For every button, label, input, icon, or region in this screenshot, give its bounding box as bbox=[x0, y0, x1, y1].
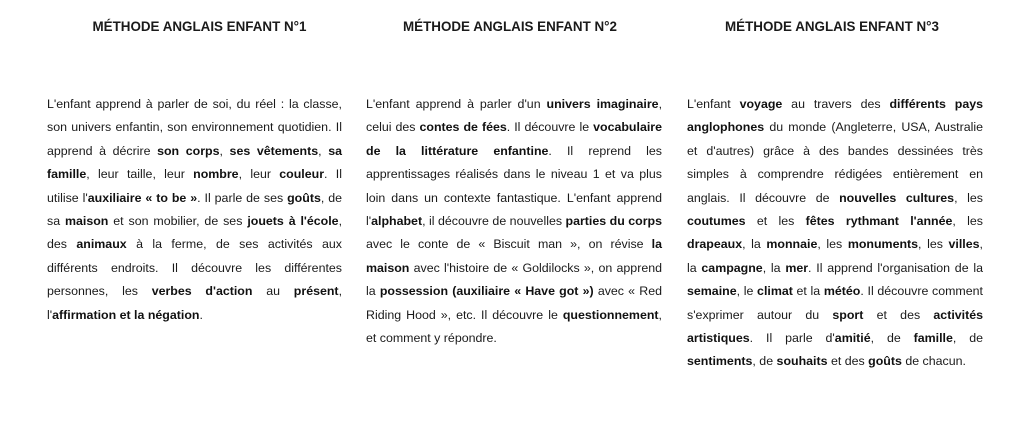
keyword-text: semaine bbox=[687, 284, 737, 299]
body-text: , bbox=[219, 143, 230, 158]
body-text: et des bbox=[827, 354, 869, 369]
body-text: . Il reprend les apprentissages réalisés dans le niveau 1 et va plus loin dans un contexte fantastique. L'enfant apprend l' bbox=[366, 143, 662, 229]
keyword-text: sport bbox=[832, 307, 864, 322]
keyword-text: météo bbox=[823, 284, 861, 299]
method-description-3 bbox=[687, 93, 983, 374]
keyword-text: vocabulaire de la littérature enfantine bbox=[366, 120, 662, 158]
body-text: au travers des bbox=[782, 97, 890, 111]
body-text: , leur bbox=[238, 167, 280, 182]
keyword-text: verbes d'action bbox=[151, 284, 253, 299]
keyword-text: alphabet bbox=[371, 214, 423, 229]
method-description-2 bbox=[366, 93, 662, 350]
keyword-text: voyage bbox=[739, 97, 783, 111]
body-text: du monde (Angleterre, USA, Australie et d'autres) grâce à des bandes dessinées très simples à comprendre rédigées entièrement en anglais. Il découvre de bbox=[687, 120, 983, 205]
keyword-text: monuments bbox=[847, 237, 919, 252]
keyword-text: amitié bbox=[834, 331, 871, 346]
body-text: , l' bbox=[47, 284, 343, 322]
body-text: de chacun. bbox=[901, 354, 966, 369]
body-text: et les bbox=[745, 214, 806, 229]
method-description-1 bbox=[47, 93, 342, 327]
keyword-text: famille bbox=[913, 331, 953, 346]
body-text: et son mobilier, de ses bbox=[108, 214, 248, 229]
keyword-text: son corps bbox=[157, 143, 220, 158]
body-text: , la bbox=[687, 237, 983, 275]
body-text: , leur taille, leur bbox=[86, 167, 194, 182]
body-text: et la bbox=[792, 284, 824, 299]
method-title-1: MÉTHODE ANGLAIS ENFANT N°1 bbox=[92, 19, 307, 34]
body-text: L'enfant apprend à parler de soi, du réel : la classe, son univers enfantin, son environnement quotidien. Il apprend à décrire bbox=[47, 97, 342, 158]
keyword-text: auxiliaire « to be » bbox=[87, 190, 198, 205]
method-title-2: MÉTHODE ANGLAIS ENFANT N°2 bbox=[403, 19, 617, 34]
body-text: , le bbox=[736, 284, 758, 299]
keyword-text: villes bbox=[948, 237, 980, 252]
keyword-text: goûts bbox=[868, 354, 902, 369]
body-text: , la bbox=[762, 260, 786, 275]
keyword-text: fêtes rythmant l'année bbox=[805, 214, 953, 229]
keyword-text: animaux bbox=[76, 237, 127, 252]
keyword-text: affirmation et la négation bbox=[52, 307, 200, 322]
keyword-text: couleur bbox=[279, 167, 325, 182]
body-text: au bbox=[252, 284, 294, 299]
body-text: L'enfant apprend à parler d'un bbox=[366, 97, 547, 111]
method-title-3: MÉTHODE ANGLAIS ENFANT N°3 bbox=[725, 19, 939, 34]
body-text: , de bbox=[870, 331, 914, 346]
keyword-text: drapeaux bbox=[687, 237, 743, 252]
body-text: , de sa bbox=[47, 190, 343, 229]
body-text: . Il apprend l'organisation de la bbox=[808, 260, 983, 275]
body-text: , de bbox=[952, 331, 984, 346]
body-text: avec l'histoire de « Goldilocks », on apprend la bbox=[366, 260, 662, 299]
body-text: et des bbox=[863, 307, 934, 322]
keyword-text: contes de fées bbox=[419, 120, 507, 135]
keyword-text: monnaie bbox=[766, 237, 818, 252]
keyword-text: univers imaginaire bbox=[546, 97, 659, 111]
keyword-text: goûts bbox=[287, 190, 321, 205]
body-text: , il découvre de nouvelles bbox=[422, 214, 566, 229]
keyword-text: possession (auxiliaire « Have got ») bbox=[379, 284, 594, 299]
keyword-text: jouets à l'école bbox=[247, 214, 339, 229]
keyword-text: campagne bbox=[701, 260, 763, 275]
body-text: , les bbox=[954, 190, 983, 205]
keyword-text: coutumes bbox=[687, 214, 746, 229]
keyword-text: différents pays anglophones bbox=[687, 97, 984, 135]
body-text: , les bbox=[817, 237, 848, 252]
body-text: , les bbox=[918, 237, 949, 252]
body-text: . Il découvre le bbox=[506, 120, 594, 135]
keyword-text: parties du corps bbox=[565, 214, 662, 229]
body-text: . Il parle d' bbox=[749, 331, 835, 346]
keyword-text: climat bbox=[757, 284, 793, 299]
body-text: . Il découvre comment s'exprimer autour du bbox=[687, 284, 983, 322]
body-text: , la bbox=[742, 237, 767, 252]
keyword-text: maison bbox=[65, 214, 109, 229]
keyword-text: souhaits bbox=[776, 354, 828, 369]
body-text: , et comment y répondre. bbox=[366, 307, 662, 346]
keyword-text: présent bbox=[293, 284, 339, 299]
body-text: , les bbox=[952, 214, 983, 229]
body-text: , des bbox=[47, 214, 343, 252]
body-text: . bbox=[199, 307, 203, 322]
body-text: avec le conte de « Biscuit man », on révise bbox=[366, 237, 652, 252]
keyword-text: sentiments bbox=[687, 354, 753, 369]
body-text: à la ferme, de ses activités aux différents endroits. Il découvre les différentes personnes, les bbox=[47, 237, 342, 299]
keyword-text: mer bbox=[785, 260, 809, 275]
keyword-text: questionnement bbox=[562, 307, 659, 322]
body-text: , celui des bbox=[366, 97, 663, 135]
body-text: , bbox=[318, 143, 329, 158]
body-text: , de bbox=[752, 354, 777, 369]
body-text: avec « Red Riding Hood », etc. Il découvre le bbox=[366, 284, 662, 322]
keyword-text: activités artistiques bbox=[687, 307, 983, 346]
keyword-text: la maison bbox=[366, 237, 662, 275]
keyword-text: nouvelles cultures bbox=[839, 190, 955, 205]
keyword-text: ses vêtements bbox=[229, 143, 319, 158]
keyword-text: nombre bbox=[193, 167, 239, 182]
body-text: . Il utilise l' bbox=[47, 167, 342, 205]
keyword-text: sa famille bbox=[47, 143, 342, 182]
body-text: L'enfant bbox=[687, 97, 740, 111]
body-text: . Il parle de ses bbox=[197, 190, 288, 205]
